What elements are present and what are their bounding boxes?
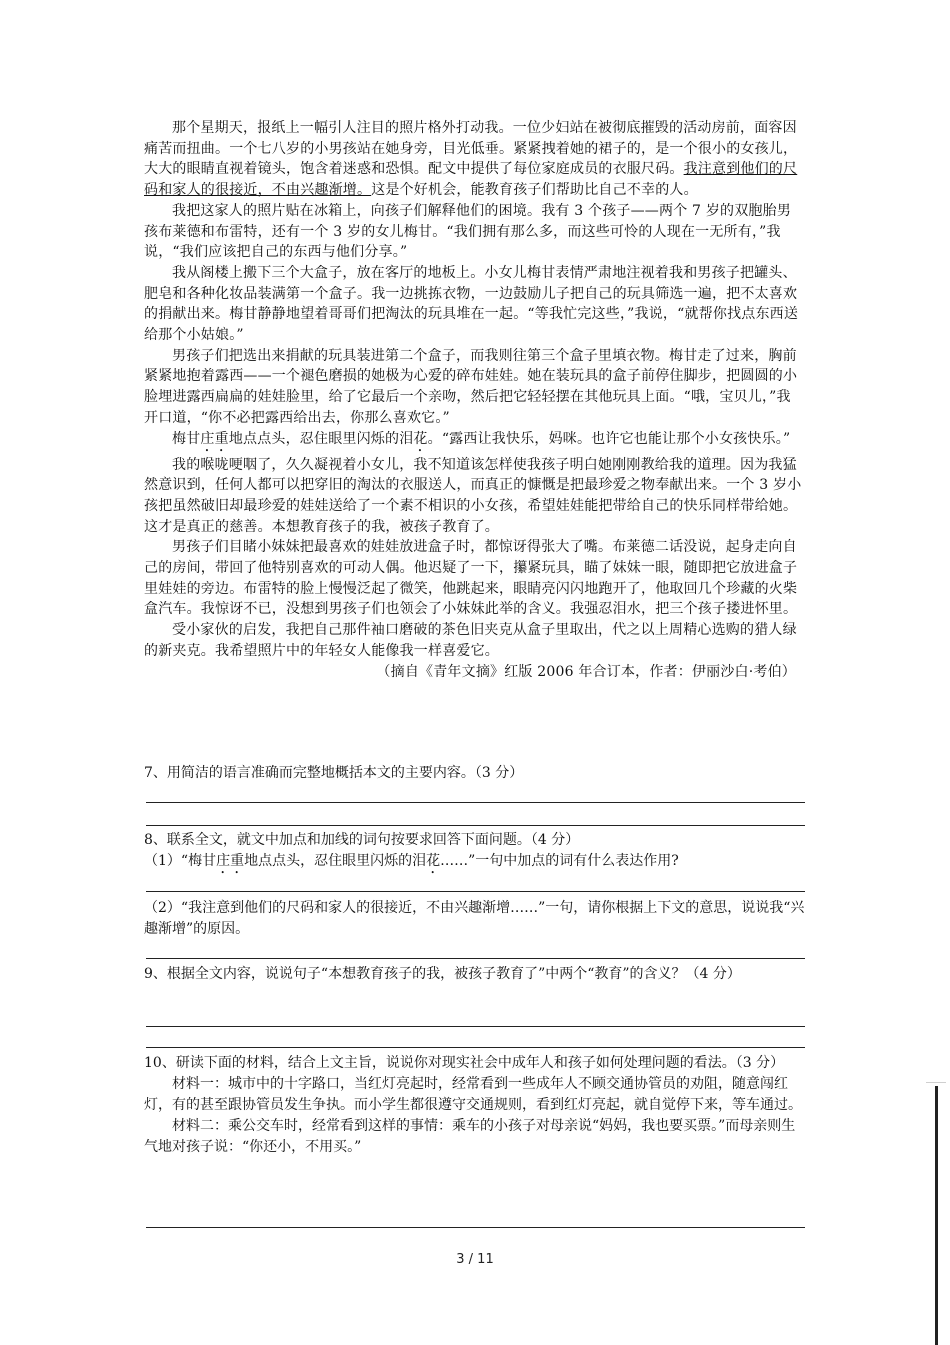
answer-line — [146, 802, 805, 803]
answer-line — [146, 958, 805, 959]
reading-passage — [144, 118, 804, 682]
paragraph-7: 男孩子们目睹小妹妹把最喜欢的娃娃放进盒子时，都惊讶得张大了嘴。布莱德二话没说，起身走向自己的房间，带回了他特别喜欢的可动人偶。他迟疑了一下，攥紧玩具，瞄了妹妹一眼，随即把它放进盒子里娃娃的旁边。布雷特的脸上慢慢泛起了微笑，他跳起来，眼睛亮闪闪地跑开了，他取回几个珍藏的火柴盒汽车。我惊讶不已，没想到男孩子们也领会了小妹妹此举的含义。我强忍泪水，把三个孩子搂进怀里。 — [144, 539, 798, 618]
source-citation: （摘自《青年文摘》红版 2006 年合订本，作者：伊丽沙白·考伯） — [376, 663, 796, 680]
question-8-2: （2）“我注意到他们的尺码和家人的很接近，不由兴趣渐增……”一句，请你根据上下文的意思，说说我“兴趣渐增”的原因。 — [144, 900, 805, 937]
answer-line — [146, 1047, 805, 1048]
underlined-sentence: 我注意到他们的尺码和家人的很接近，不由兴趣渐增。 — [144, 161, 798, 199]
paragraph-6: 我的喉咙哽咽了，久久凝视着小女儿，我不知道该怎样使我孩子明白她刚刚教给我的道理。因为我猛然意识到，任何人都可以把穿旧的淘汰的衣服送人，而真正的慷慨是把最珍爱之物奉献出来。一个 3 岁小孩把虽然破旧却最珍爱的娃娃送给了一个素不相识的小女孩，希望娃娃能把带给自己的快乐同样带给她。这才是真正的慈善。本想教育孩子的我，被孩子教育了。 — [144, 456, 802, 535]
paragraph-4: 男孩子们把选出来捐献的玩具装进第二个盒子，而我则往第三个盒子里填衣物。梅甘走了过来，胸前紧紧地抱着露西——一个褪色磨损的她极为心爱的碎布娃娃。她在装玩具的盒子前停住脚步，把圆圆的小脸埋进露西扁扁的娃娃脸里，给了它最后一个亲吻，然后把它轻轻摆在其他玩具上面。“哦，宝贝儿，”我开口道，“你不必把露西给出去，你那么喜欢它。” — [144, 347, 798, 426]
answer-line — [146, 1026, 805, 1027]
paragraph-2: 我把这家人的照片贴在冰箱上，向孩子们解释他们的困境。我有 3 个孩子——两个 7 岁的双胞胎男孩布莱德和布雷特，还有一个 3 岁的女儿梅甘。“我们拥有那么多，而这些可怜的人现在一无所有，”我说，“我们应该把自己的东西与他们分享。” — [144, 202, 792, 261]
answer-line — [146, 1227, 805, 1228]
paragraph-5: 梅甘庄重地点点头，忍住眼里闪烁的泪花。“露西让我快乐，妈咪。也许它也能让那个小女孩快乐。” — [172, 430, 791, 447]
paragraph-8: 受小家伙的启发，我把自己那件袖口磨破的茶色旧夹克从盒子里取出，代之以上周精心选购的猎人绿的新夹克。我希望照片中的年轻女人能像我一样喜爱它。 — [144, 622, 797, 659]
question-9: 9、根据全文内容，说说句子“本想教育孩子的我，被孩子教育了”中两个“教育”的含义？（4 分） — [144, 966, 741, 982]
dotted-word: 庄重 — [200, 430, 229, 447]
material-2: 材料二：乘公交车时，经常看到这样的事情：乘车的小孩子对母亲说“妈妈，我也要买票。”而母亲则生气地对孩子说：“你还小，不用买。” — [144, 1118, 796, 1155]
question-7: 7、用简洁的语言准确而完整地概括本文的主要内容。（3 分） — [144, 765, 524, 781]
question-8: 8、联系全文，就文中加点和加线的词句按要求回答下面问题。（4 分） （1）“梅甘庄重地点点头，忍住眼里闪烁的泪花……”一句中加点的词有什么表达作用? — [144, 830, 809, 877]
page-number: 3 / 11 — [456, 1252, 494, 1267]
answer-line — [146, 891, 805, 892]
dotted-word: 花 — [426, 853, 441, 869]
dotted-word: 花 — [413, 430, 428, 447]
question-10: 10、研读下面的材料，结合上文主旨，说说你对现实社会中成年人和孩子如何处理问题的看法。（3 分） 材料一：城市中的十字路口，当红灯亮起时，经常看到一些成年人不顾交通协管员的劝阻，随意闯红灯，有的甚至跟协管员发生争执。而小学生都很遵守交通规则，看到红灯亮起，就自觉停下来，等车通过。 材料二：乘公交车时，经常看到这样的事情：乘车的小孩子对母亲说“妈妈，我也要买票。”而母亲则生气地对孩子说：“你还小，不用买。” — [144, 1053, 809, 1158]
paragraph-3: 我从阁楼上搬下三个大盒子，放在客厅的地板上。小女儿梅甘表情严肃地注视着我和男孩子把罐头、肥皂和各种化妆品装满第一个盒子。我一边挑拣衣物，一边鼓励儿子把自己的玩具筛选一遍，把不太喜欢的捐献出来。梅甘静静地望着哥哥们把淘汰的玩具堆在一起。“等我忙完这些，”我说，“就帮你找点东西送给那个小姑娘。” — [144, 264, 799, 344]
material-1: 材料一：城市中的十字路口，当红灯亮起时，经常看到一些成年人不顾交通协管员的劝阻，随意闯红灯，有的甚至跟协管员发生争执。而小学生都很遵守交通规则，看到红灯亮起，就自觉停下来，等车通过。 — [144, 1076, 802, 1113]
scrollbar[interactable] — [935, 1086, 938, 1345]
dotted-word: 庄重 — [216, 853, 245, 869]
scrollbar-cap — [926, 1082, 946, 1083]
answer-line — [146, 825, 805, 826]
paragraph-1: 那个星期天，报纸上一幅引人注目的照片格外打动我。一位少妇站在被彻底摧毁的活动房前，面容因痛苦而扭曲。一个七八岁的小男孩站在她身旁，目光低垂。紧紧拽着她的裙子的，是一个很小的女孩儿，大大的眼睛直视着镜头，饱含着迷惑和恐惧。配文中提供了每位家庭成员的衣服尺码。我注意到他们的尺码和家人的很接近，不由兴趣渐增。这是个好机会，能教育孩子们帮助比自己不幸的人。 — [144, 120, 798, 199]
question-8-1: （1）“梅甘庄重地点点头，忍住眼里闪烁的泪花……”一句中加点的词有什么表达作用? — [144, 853, 679, 869]
